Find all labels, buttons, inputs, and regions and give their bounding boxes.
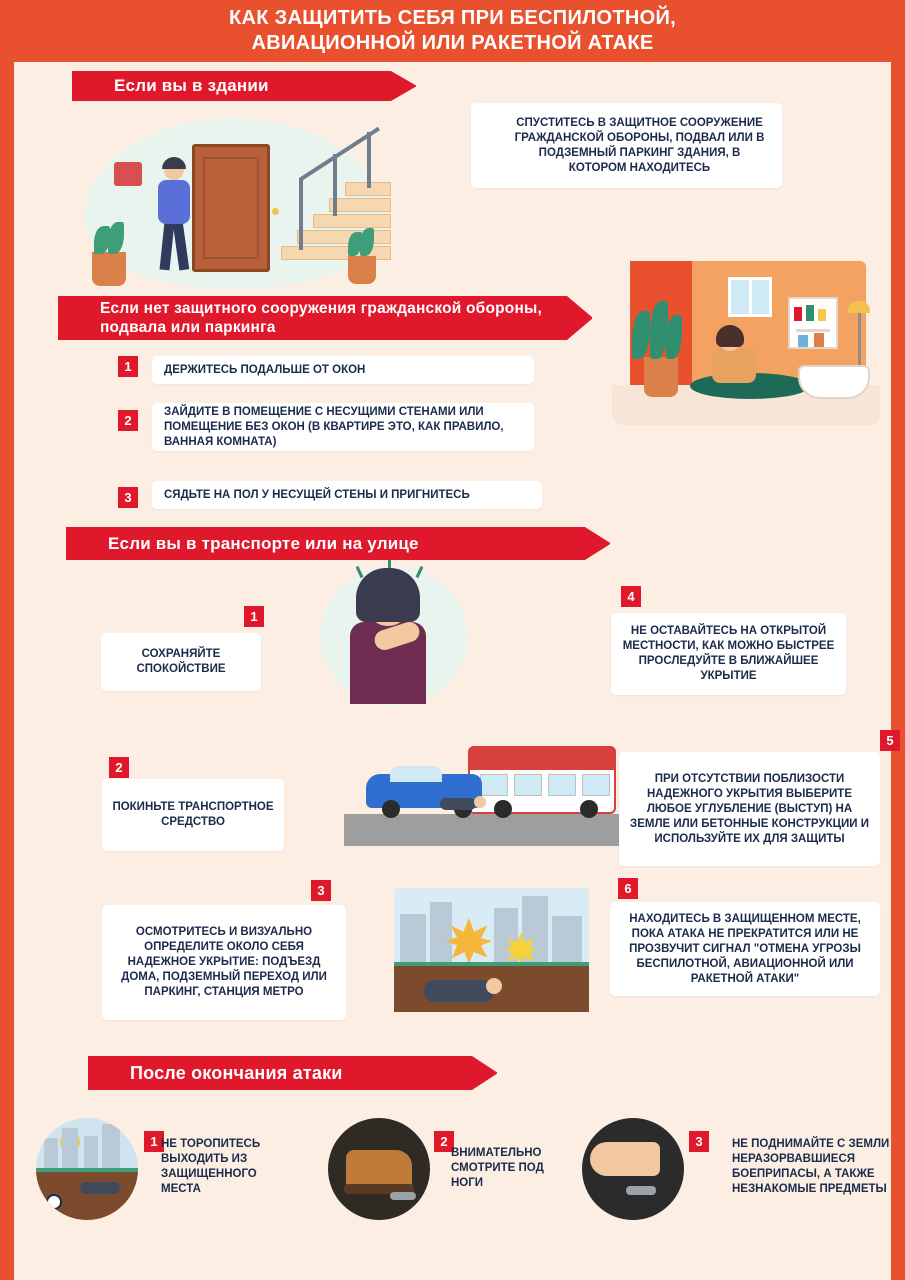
step-card-text: ДЕРЖИТЕСЬ ПОДАЛЬШЕ ОТ ОКОН — [164, 363, 366, 376]
page-title-line1: КАК ЗАЩИТИТЬ СЕБЯ ПРИ БЕСПИЛОТНОЙ, — [229, 7, 676, 29]
step-card-transport-6 — [610, 902, 880, 996]
bathtub-icon — [798, 365, 870, 399]
step-card-no-shelter-2 — [152, 403, 534, 451]
step-card-text: СПУСТИТЕСЬ В ЗАЩИТНОЕ СООРУЖЕНИЕ ГРАЖДАНСКОЙ ОБОРОНЫ, ПОДВАЛ ИЛИ В ПОДЗЕМНЫЙ ПАРКИНГ ЗДАНИЯ, В КОТОРОМ НАХОДИТЕСЬ — [514, 116, 765, 174]
section-ribbon-building — [86, 71, 416, 101]
clock-icon — [46, 1194, 62, 1210]
step-card-text: СОХРАНЯЙТЕ СПОКОЙСТВИЕ — [136, 648, 226, 675]
step-number-badge: 1 — [144, 1131, 164, 1152]
step-card-transport-3 — [102, 905, 346, 1020]
step-number-badge: 3 — [118, 487, 138, 508]
step-card-text: СЯДЬТЕ НА ПОЛ У НЕСУЩЕЙ СТЕНЫ И ПРИГНИТЕСЬ — [164, 488, 470, 501]
lamp-icon — [848, 301, 870, 313]
after-step-text-3: НЕ ПОДНИМАЙТЕ С ЗЕМЛИ НЕРАЗОРВАВШИЕСЯ БОЕПРИПАСЫ, А ТАКЖЕ НЕЗНАКОМЫЕ ПРЕДМЕТЫ — [732, 1138, 890, 1195]
step-card-no-shelter-3 — [152, 481, 542, 509]
ribbon-label: Если вы в транспорте или на улице — [108, 533, 419, 553]
step-number-badge: 3 — [311, 880, 331, 901]
step-number-badge: 2 — [109, 757, 129, 778]
shell-icon — [390, 1192, 416, 1200]
door-icon — [192, 144, 270, 272]
step-card-transport-5 — [619, 752, 880, 866]
step-number-badge: 6 — [618, 878, 638, 899]
shell-icon — [626, 1186, 656, 1195]
illustration-boot-and-shell — [328, 1118, 430, 1220]
after-step-text-1: НЕ ТОРОПИТЕСЬ ВЫХОДИТЬ ИЗ ЗАЩИЩЕННОГО МЕСТА — [161, 1138, 261, 1195]
section-ribbon-transport — [80, 527, 610, 560]
step-card-text: НЕ ОСТАВАЙТЕСЬ НА ОТКРЫТОЙ МЕСТНОСТИ, КАК МОЖНО БЫСТРЕЕ ПРОСЛЕДУЙТЕ В БЛИЖАЙШЕЕ УКРЫТИЕ — [622, 625, 835, 682]
ribbon-label: После окончания атаки — [130, 1062, 343, 1083]
step-card-text: ЗАЙДИТЕ В ПОМЕЩЕНИЕ С НЕСУЩИМИ СТЕНАМИ ИЛИ ПОМЕЩЕНИЕ БЕЗ ОКОН (В КВАРТИРЕ ЭТО, КАК ПРАВИЛО, ВАННАЯ КОМНАТА) — [164, 405, 504, 448]
step-number-badge: 2 — [118, 410, 138, 431]
step-card-no-shelter-1 — [152, 356, 534, 384]
bag-icon — [114, 162, 142, 186]
window-icon — [728, 277, 772, 317]
step-card-transport-2 — [102, 779, 284, 851]
illustration-bathroom — [602, 253, 892, 436]
illustration-city-after-attack — [36, 1118, 138, 1220]
fallen-person-icon — [440, 796, 488, 814]
step-number-badge: 1 — [118, 356, 138, 377]
illustration-panicking-woman — [314, 560, 474, 710]
step-number-badge: 5 — [880, 730, 900, 751]
after-step-text-2: ВНИМАТЕЛЬНО СМОТРИТЕ ПОД НОГИ — [451, 1147, 544, 1189]
ribbon-label: Если нет защитного сооружения гражданской обороны, подвала или паркинга — [100, 300, 542, 336]
step-number-badge: 2 — [434, 1131, 454, 1152]
step-card-transport-1 — [101, 633, 261, 691]
shelf-icon — [788, 297, 838, 349]
person-with-bag-icon — [152, 160, 200, 275]
hand-icon — [590, 1142, 660, 1176]
person-lying-icon — [424, 980, 494, 1002]
step-card-text: НАХОДИТЕСЬ В ЗАЩИЩЕННОМ МЕСТЕ, ПОКА АТАКА НЕ ПРЕКРАТИТСЯ ИЛИ НЕ ПРОЗВУЧИТ СИГНАЛ "ОТМЕНА УГРОЗЫ БЕСПИЛОТНОЙ, АВИАЦИОННОЙ ИЛИ РАКЕТНОЙ АТАКИ" — [629, 912, 861, 985]
illustration-door-stairs — [76, 100, 406, 295]
step-number-badge: 1 — [244, 606, 264, 627]
step-number-badge: 3 — [689, 1131, 709, 1152]
page-header — [0, 0, 905, 62]
page-title-line2: АВИАЦИОННОЙ ИЛИ РАКЕТНОЙ АТАКЕ — [251, 32, 654, 54]
step-card-text: ПОКИНЬТЕ ТРАНСПОРТНОЕ СРЕДСТВО — [112, 801, 274, 828]
step-card-building-1 — [471, 103, 782, 188]
step-number-badge: 4 — [621, 586, 641, 607]
illustration-car-and-bus — [344, 722, 624, 852]
step-card-text: ПРИ ОТСУТСТВИИ ПОБЛИЗОСТИ НАДЕЖНОГО УКРЫТИЯ ВЫБЕРИТЕ ЛЮБОЕ УГЛУБЛЕНИЕ (ВЫСТУП) НА ЗЕМЛЕ ИЛИ БЕТОННЫЕ КОНСТРУКЦИИ И ИСПОЛЬЗУЙТЕ ИХ ДЛЯ ЗАЩИТЫ — [630, 772, 869, 845]
step-card-text: ОСМОТРИТЕСЬ И ВИЗУАЛЬНО ОПРЕДЕЛИТЕ ОКОЛО СЕБЯ НАДЕЖНОЕ УКРЫТИЕ: ПОДЪЕЗД ДОМА, ПОДЗЕМНЫЙ ПЕРЕХОД ИЛИ ПАРКИНГ, СТАНЦИЯ МЕТРО — [121, 926, 327, 998]
section-ribbon-after-attack — [102, 1056, 497, 1090]
illustration-hand-reaching-shell — [582, 1118, 684, 1220]
illustration-explosion-ditch — [394, 888, 589, 1013]
step-card-transport-4 — [611, 613, 846, 695]
page-title — [229, 6, 676, 56]
ribbon-label: Если вы в здании — [114, 76, 269, 95]
section-ribbon-no-shelter — [72, 296, 592, 340]
